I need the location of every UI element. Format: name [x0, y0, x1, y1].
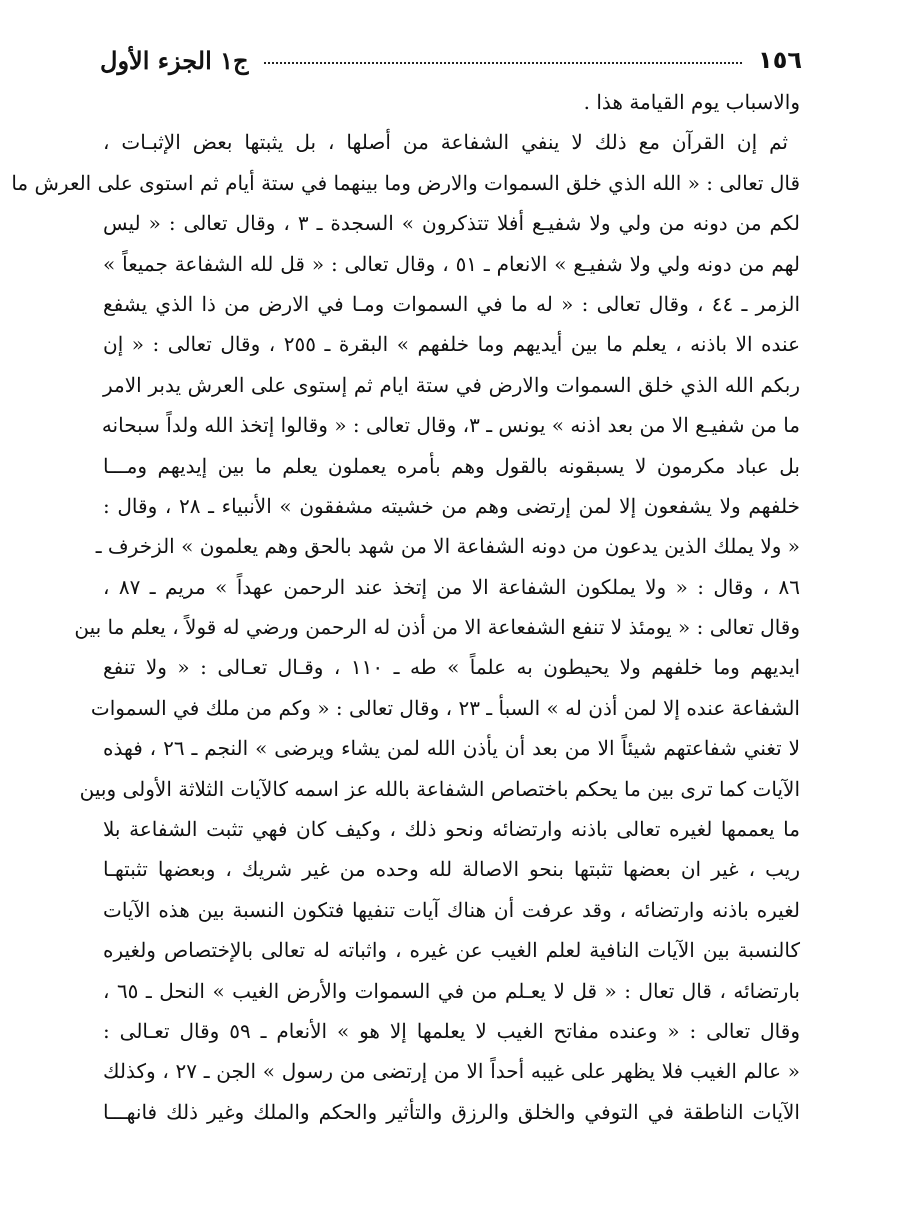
text-line: خلفهم ولا يشفعون إلا لمن إرتضى وهم من خشيته مشفقون » الأنبياء ـ ٢٨ ، وقال :	[103, 493, 800, 518]
text-line: الشفاعة عنده إلا لمن أذن له » السبأ ـ ٢٣ ، وقال تعالى : « وكم من ملك في السموات	[90, 695, 800, 720]
text-line: ريب ، غير ان بعضها تثبتها بنحو الاصالة لله وحده من غير شريك ، وبعضها تثبتهـا	[103, 857, 801, 882]
text-line: « عالم الغيب فلا يظهر على غيبه أحداً الا من إرتضى من رسول » الجن ـ ٢٧ ، وكذلك	[103, 1059, 801, 1084]
text-line: « ولا يملك الذين يدعون من دونه الشفاعة الا من شهد بالحق وهم يعلمون » الزخرف ـ	[95, 534, 800, 559]
text-line: قال تعالى : « الله الذي خلق السموات والارض وما بينهما في ستة أيام ثم استوى على العرش ما	[11, 170, 800, 195]
text-line: بارتضائه ، قال تعال : « قل لا يعـلم من في السموات والأرض الغيب » النحل ـ ٦٥ ،	[103, 978, 800, 1003]
page-number: ١٥٦	[758, 46, 802, 74]
running-title: ج١ الجزء الأول	[100, 45, 249, 75]
page-header	[100, 38, 802, 82]
text-line: لهم من دونه ولي ولا شفيـع » الانعام ـ ٥١ ، وقال تعالى : « قل لله الشفاعة جميعاً »	[103, 251, 800, 276]
text-line: وقال تعالى : « يومئذ لا تنفع الشفعاعة الا من أذن له الرحمن ورضي له قولاً ، يعلم ما بين	[74, 615, 800, 640]
text-line: وقال تعالى : « وعنده مفاتح الغيب لا يعلمها إلا هو » الأنعام ـ ٥٩ وقال تعـالى :	[103, 1018, 800, 1043]
text-line: لا تغني شفاعتهم شيئاً الا من بعد أن يأذن الله لمن يشاء ويرضى » النجم ـ ٢٦ ، فهذه	[103, 736, 800, 761]
text-line: الآيات كما ترى بين ما يحكم باختصاص الشفاعة بالله عز اسمه كالآيات الثلاثة الأولى وبين	[79, 776, 800, 801]
text-line: ثم إن القرآن مع ذلك لا ينفي الشفاعة من أصلها ، بل يثبتها بعض الإثبـات ،	[103, 130, 788, 155]
text-line: لغيره باذنه وارتضائه ، وقد عرفت أن هناك آيات تنفيها فتكون النسبة بين هذه الآيات	[103, 897, 800, 922]
text-line: عنده الا باذنه ، يعلم ما بين أيديهم وما خلفهم » البقرة ـ ٢٥٥ ، وقال تعالى : « إن	[103, 332, 800, 357]
text-line: ما يعممها لغيره تعالى باذنه وارتضائه ونحو ذلك ، وكيف كان فهي تثبت الشفاعة بلا	[103, 817, 800, 842]
text-line: الزمر ـ ٤٤ ، وقال تعالى : « له ما في السموات ومـا في الارض من ذا الذي يشفع	[103, 291, 800, 316]
body-text	[11, 82, 801, 1132]
header-dotted-rule	[264, 62, 742, 64]
text-line: ٨٦ ، وقال : « ولا يملكون الشفاعة الا من إتخذ عند الرحمن عهداً » مريم ـ ٨٧ ،	[103, 574, 801, 599]
text-line: بل عباد مكرمون لا يسبقونه بالقول وهم بأمره يعملون يعلم ما بين إيديهم ومـــا	[103, 453, 800, 478]
text-line: كالنسبة بين الآيات النافية لعلم الغيب عن غيره ، واثباته له تعالى بالإختصاص ولغيره	[103, 938, 800, 963]
text-line: لكم من دونه من ولي ولا شفيـع أفلا تتذكرون » السجدة ـ ٣ ، وقال تعالى : « ليس	[103, 211, 800, 236]
text-line: الآيات الناطقة في التوفي والخلق والرزق والتأثير والحكم والملك وغير ذلك فانهـــا	[103, 1099, 800, 1124]
text-line: ربكم الله الذي خلق السموات والارض في ستة ايام ثم إستوى على العرش يدبر الامر	[103, 372, 800, 397]
text-line: والاسباب يوم القيامة هذا .	[583, 90, 800, 114]
text-line: ايديهم وما خلفهم ولا يحيطون به علماً » طه ـ ١١٠ ، وقـال تعـالى : « ولا تنفع	[103, 655, 801, 680]
text-line: ما من شفيـع الا من بعد اذنه » يونس ـ ٣، وقال تعالى : « وقالوا إتخذ الله ولداً سبحانه	[101, 413, 800, 438]
